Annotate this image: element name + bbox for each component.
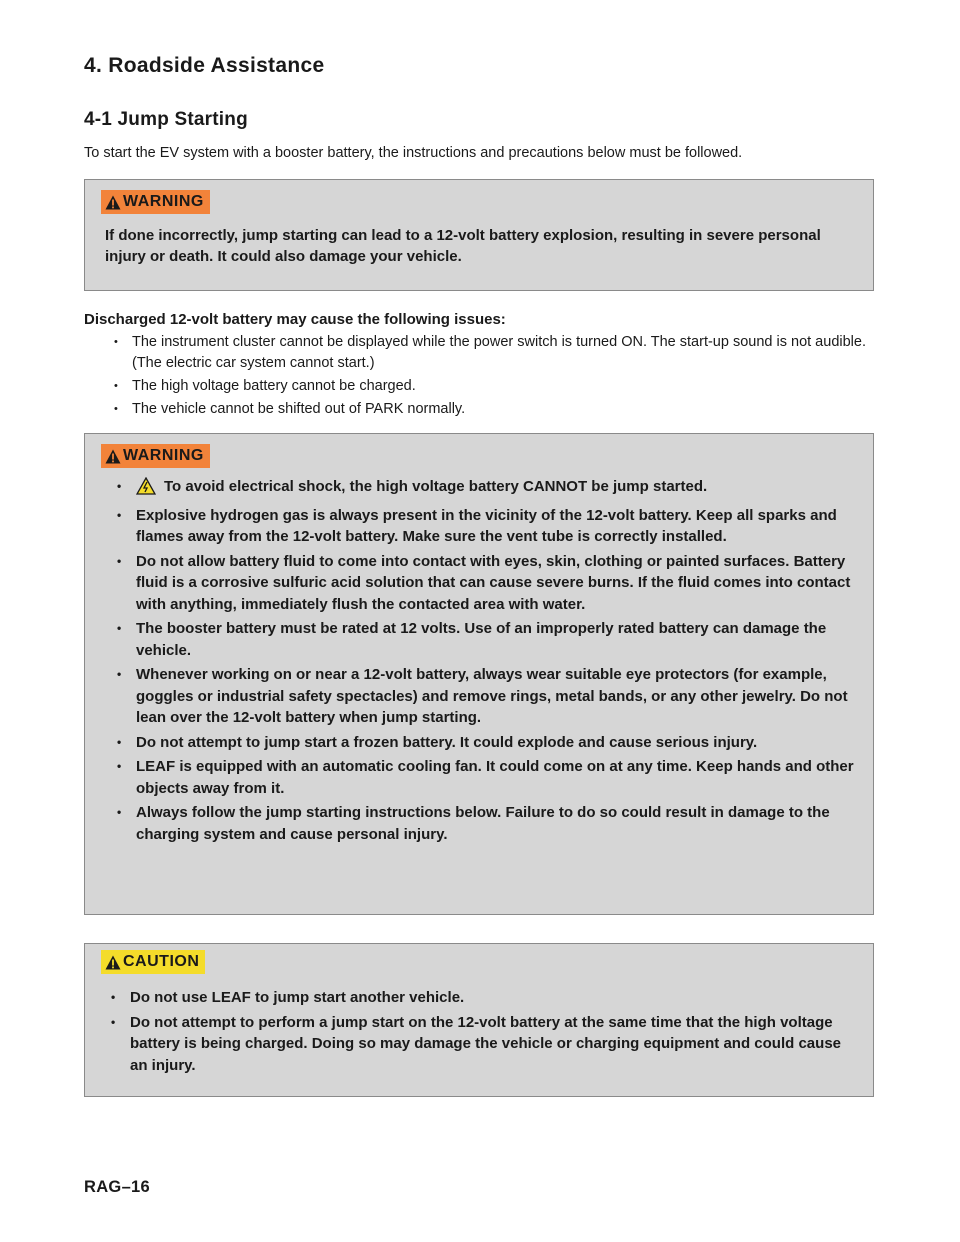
warning-triangle-icon [105, 195, 121, 210]
subsection-title: 4-1 Jump Starting [84, 109, 248, 130]
caution-list [109, 987, 855, 1079]
list-item-text: To avoid electrical shock, the high voltage battery CANNOT be jump started. [164, 478, 708, 495]
caution-box [84, 943, 874, 1097]
warning-list [115, 476, 855, 848]
list-item [115, 476, 855, 502]
page-number: RAG–16 [84, 1178, 150, 1196]
list-item: • Do not allow battery fluid to come into contact with eyes, skin, clothing or painted surfaces. Battery fluid is a corrosive sulfuric acid solution that can cause severe burns. If the fluid comes into contact with anything, immediately flush the contacted area with water. [115, 551, 855, 616]
warning-label: WARNING [123, 447, 204, 464]
list-item: • Do not attempt to jump start a frozen battery. It could explode and cause serious injury. [115, 732, 855, 754]
issues-heading: Discharged 12-volt battery may cause the following issues: [84, 311, 506, 328]
list-item: • Always follow the jump starting instructions below. Failure to do so could result in damage to the charging system and cause personal injury. [115, 802, 855, 845]
warning-label: WARNING [123, 193, 204, 210]
list-item: • Explosive hydrogen gas is always present in the vicinity of the 12-volt battery. Keep all sparks and flames away from the 12-volt battery. Make sure the vent tube is correctly installed. [115, 505, 855, 548]
intro-text: To start the EV system with a booster battery, the instructions and precautions below must be followed. [84, 145, 743, 161]
issues-list [114, 332, 874, 422]
list-item: • Do not attempt to perform a jump start on the 12-volt battery at the same time that the high voltage battery is being charged. Doing so may damage the vehicle or charging equipment and could cause an injury. [109, 1012, 855, 1077]
list-item: • The booster battery must be rated at 12 volts. Use of an improperly rated battery can damage the vehicle. [115, 618, 855, 661]
warning-box-explosion [84, 179, 874, 291]
list-item: • The vehicle cannot be shifted out of PARK normally. [114, 399, 874, 420]
high-voltage-warning-icon [136, 477, 156, 502]
section-title: 4. Roadside Assistance [84, 54, 325, 77]
caution-badge [101, 950, 205, 974]
warning-triangle-icon [105, 449, 121, 464]
caution-triangle-icon [105, 955, 121, 970]
warning-badge [101, 444, 210, 468]
list-item: • LEAF is equipped with an automatic cooling fan. It could come on at any time. Keep hands and other objects away from it. [115, 756, 855, 799]
warning-badge [101, 190, 210, 214]
list-item: • The instrument cluster cannot be displayed while the power switch is turned ON. The start-up sound is not audible. (The electric car system cannot start.) [114, 332, 874, 374]
warning-text: If done incorrectly, jump starting can lead to a 12-volt battery explosion, resulting in severe personal injury or death. It could also damage your vehicle. [105, 227, 821, 265]
list-item: • The high voltage battery cannot be charged. [114, 376, 874, 397]
warning-box-precautions [84, 433, 874, 915]
list-item: • Do not use LEAF to jump start another vehicle. [109, 987, 855, 1009]
list-item: • Whenever working on or near a 12-volt battery, always wear suitable eye protectors (for example, goggles or industrial safety spectacles) and remove rings, metal bands, or any other jewelry. Do not lean over the 12-volt battery when jump starting. [115, 664, 855, 729]
caution-label: CAUTION [123, 953, 200, 970]
